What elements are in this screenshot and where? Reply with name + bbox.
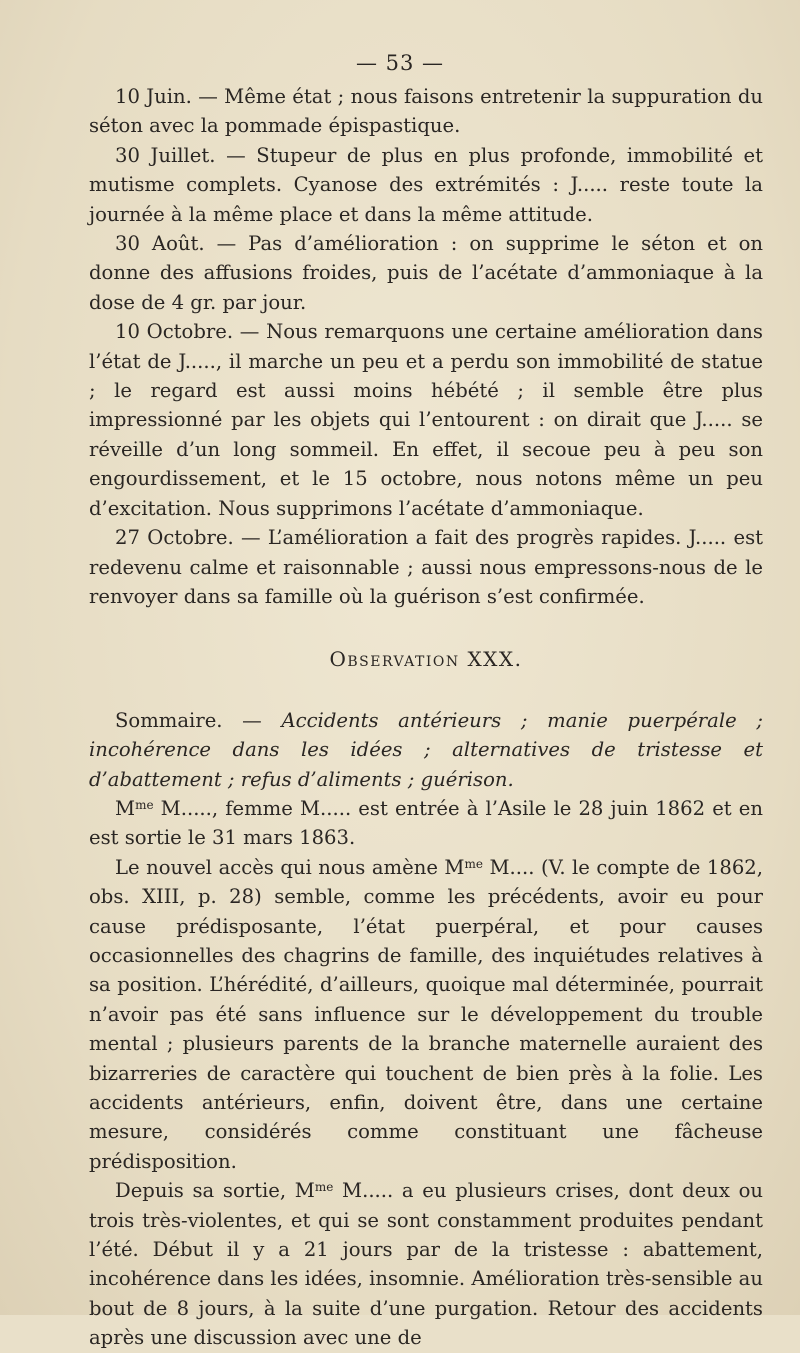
cause-text-b: M.... (V. le compte de 1862, obs. XIII, p. 28) semble, comme les précédents, avoir eu pour cause prédisposante, l’état puerpéral, et pour causes occasionnelles des chagrins de famille, des inquiétudes relatives à sa position. L’hérédité, d’ailleurs, quoique mal déterminée, pourrait n’avoir pas été sans influence sur le développement du trouble mental ; plusieurs parents de la branche maternelle auraient des bizarreries de caractère qui touchent de bien près à la folie. Les accidents antérieurs, enfin, doivent être, dans une certaine mesure, considérés comme constituant une fâcheuse prédisposition. [89, 855, 763, 1173]
cause-paragraph [89, 853, 763, 1176]
summary-body: Accidents antérieurs ; manie puerpérale ; incohérence dans les idées ; alternatives de tristesse et d’abattement ; refus d’aliments ; guérison. [89, 708, 763, 791]
since-text-a: Depuis sa sortie, M [115, 1179, 315, 1203]
admission-paragraph [89, 794, 763, 853]
admission-text: M....., femme M..... est entrée à l’Asile le 28 juin 1862 et en est sortie le 31 mars 1863. [89, 796, 763, 850]
summary-paragraph [89, 706, 763, 794]
paragraph-30-aout: 30 Août. — Pas d’amélioration : on supprime le séton et on donne des affusions froides, puis de l’acétate d’ammoniaque à la dose de 4 gr. par jour. [89, 232, 763, 314]
observation-heading: Observation XXX. [329, 647, 523, 672]
title-sup: me [135, 797, 154, 812]
summary-lead: Sommaire. — [115, 708, 282, 732]
paragraph-30-juillet: 30 Juillet. — Stupeur de plus en plus profonde, immobilité et mutisme complets. Cyanose des extrémités : J..... reste toute la journée à la même place et dans la même attitude. [89, 143, 763, 226]
cause-text-a: Le nouvel accès qui nous amène M [115, 855, 465, 879]
page-number: — 53 — [355, 51, 445, 75]
paragraph-10-octobre: 10 Octobre. — Nous remarquons une certaine amélioration dans l’état de J....., il marche un peu et a perdu son immobilité de statue ; le regard est aussi moins hébété ; il semble être plus impressionné par les objets qui l’entourent : on dirait que J..... se réveille d’un long sommeil. En effet, il secoue peu à peu son engourdissement, et le 15 octobre, nous notons même un peu d’excitation. Nous supprimons l’acétate d’ammoniaque. [89, 320, 763, 520]
title-m: M [115, 796, 136, 820]
cause-sup: me [464, 856, 483, 871]
paragraph-10-juin: 10 Juin. — Même état ; nous faisons entretenir la suppuration du séton avec la pommade épispastique. [89, 85, 763, 138]
body-text [89, 82, 763, 1353]
since-paragraph [89, 1176, 763, 1352]
since-text-b: M..... a eu plusieurs crises, dont deux ou trois très-violentes, et qui se sont constamment produites pendant l’été. Début il y a 21 jours par de la tristesse : abattement, incohérence dans les idées, insomnie. Amélioration très-sensible au bout de 8 jours, à la suite d’une purgation. Retour des accidents après une discussion avec une de [89, 1179, 763, 1350]
paragraph-27-octobre: 27 Octobre. — L’amélioration a fait des progrès rapides. J..... est redevenu calme et raisonnable ; aussi nous empressons-nous de le renvoyer dans sa famille où la guérison s’est confirmée. [89, 526, 763, 608]
since-sup: me [314, 1180, 334, 1195]
